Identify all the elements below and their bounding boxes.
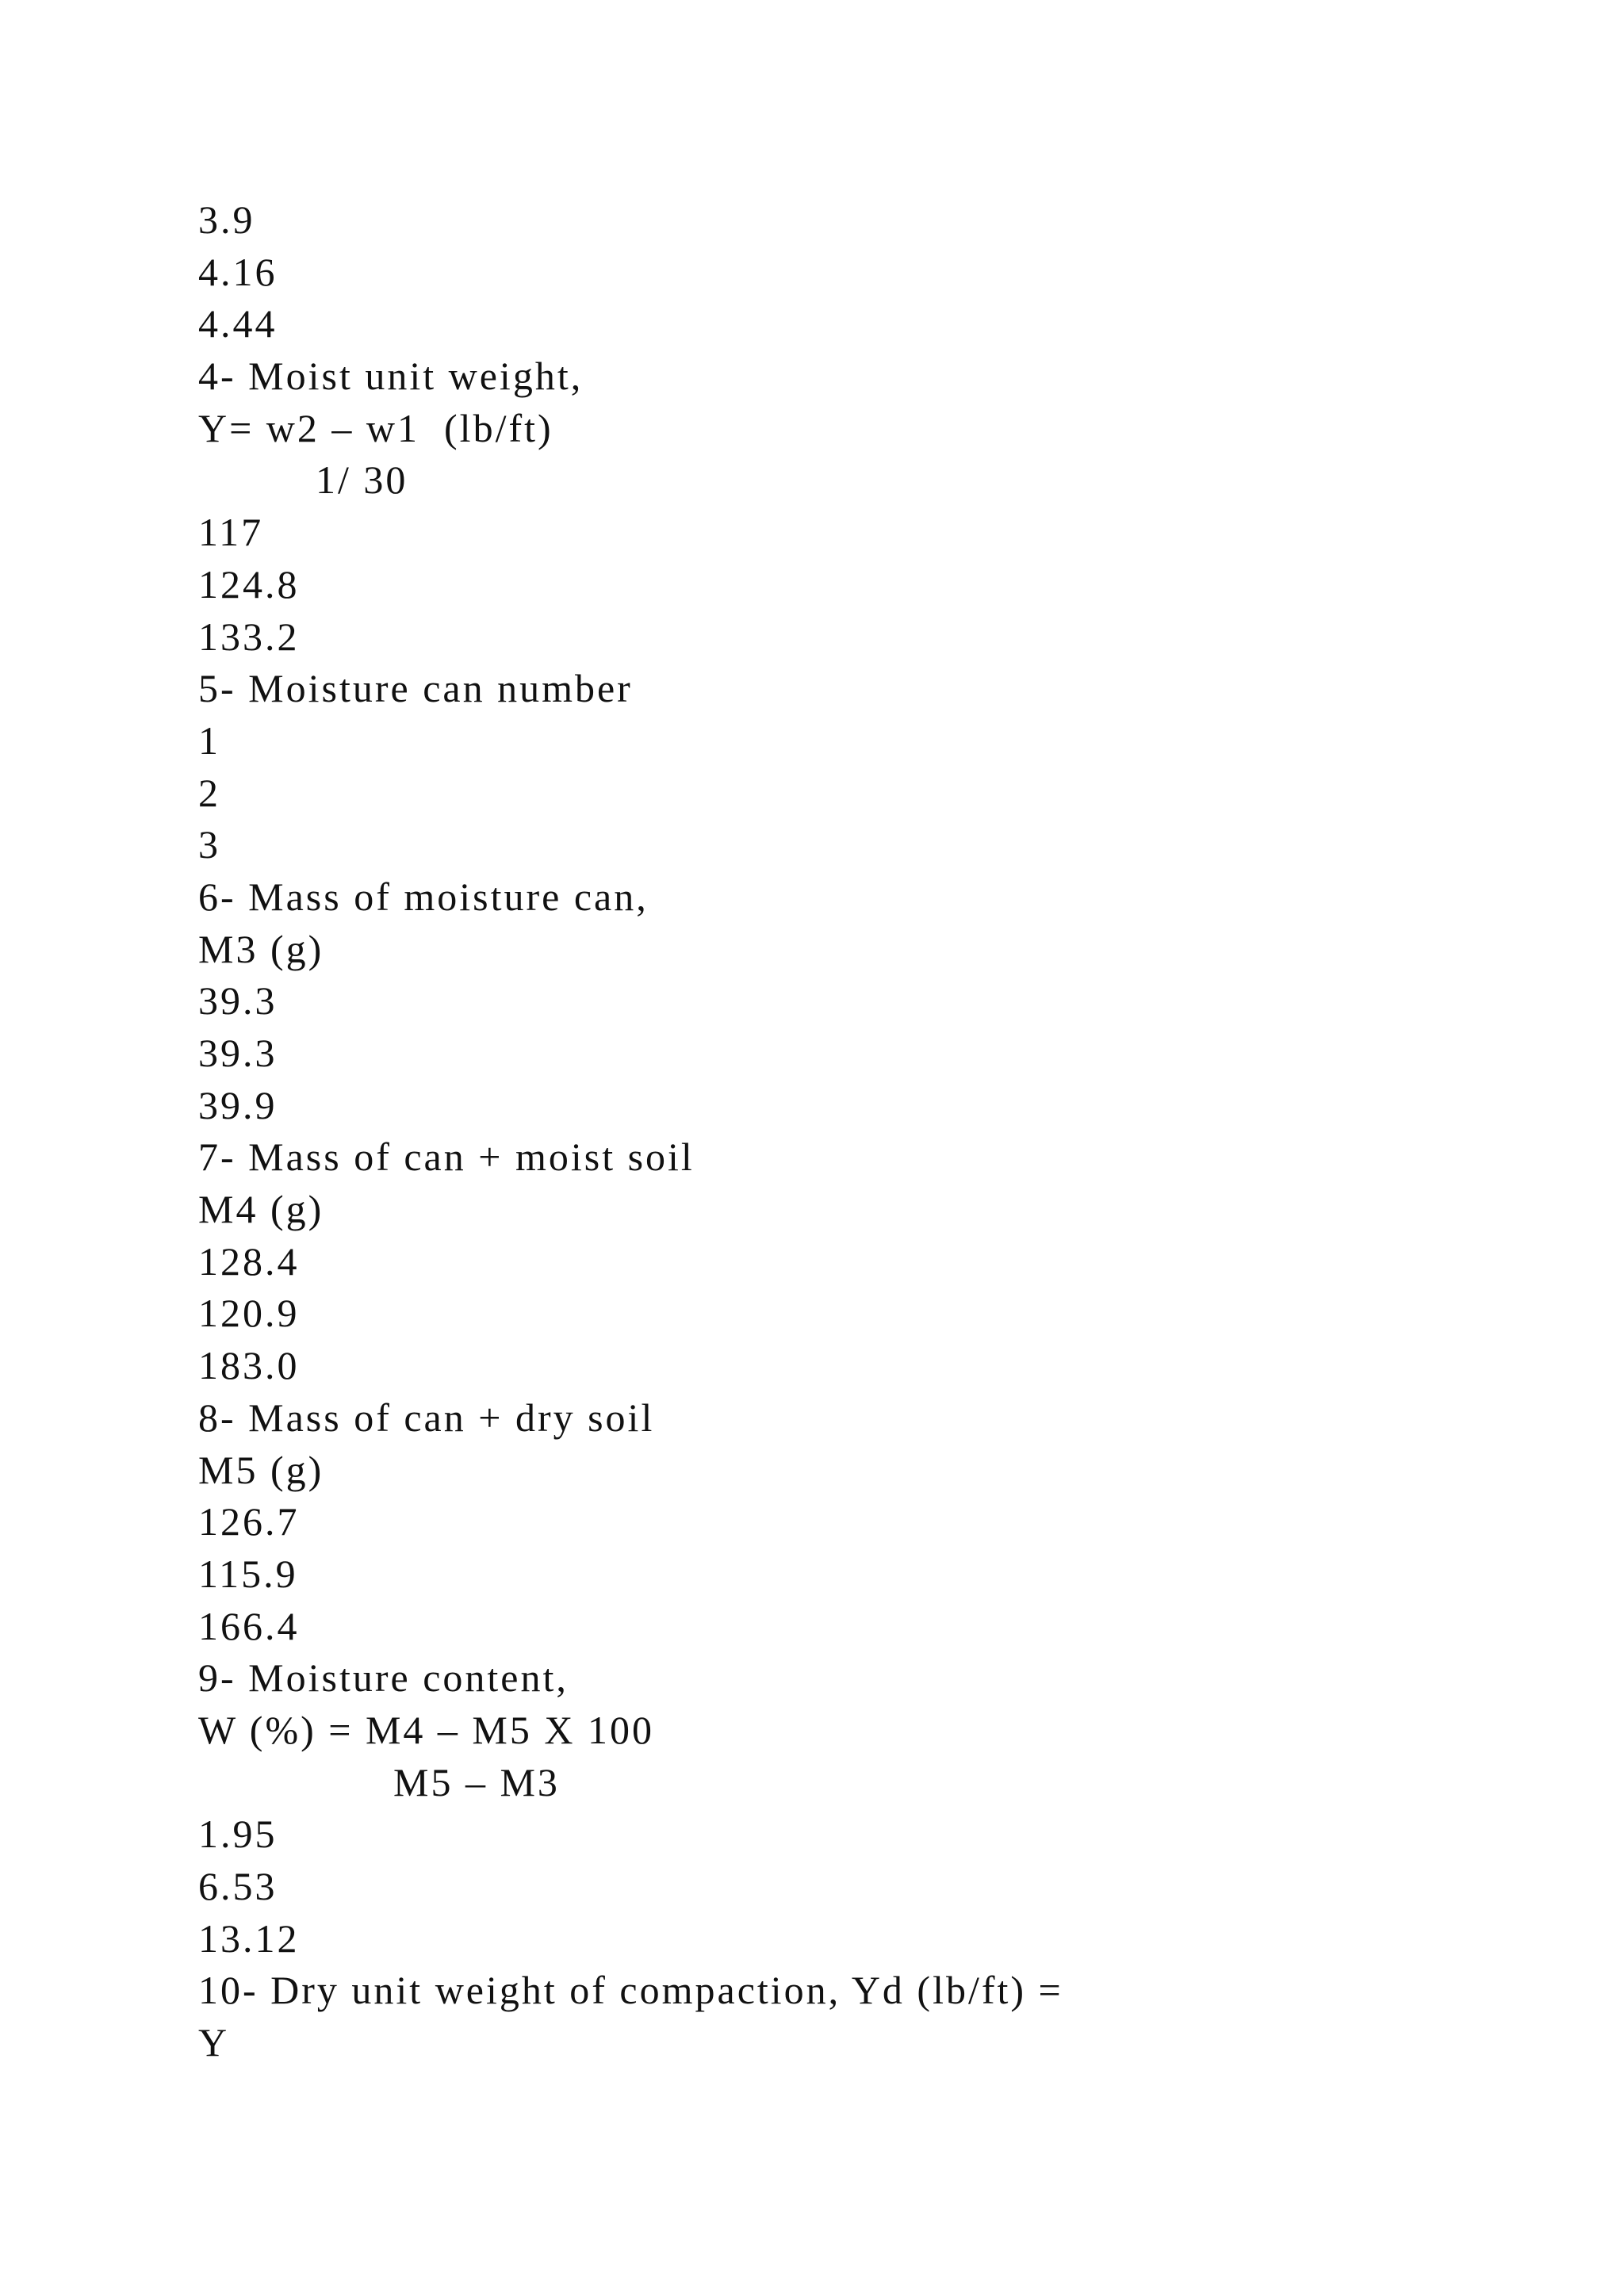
value-line: 3	[198, 822, 220, 867]
value-line: 39.3	[198, 1031, 278, 1075]
value-line: 183.0	[198, 1343, 300, 1388]
formula-line: Y= w2 – w1 (lb/ft)	[198, 405, 553, 450]
value-line: 128.4	[198, 1238, 300, 1284]
document-body	[198, 194, 1546, 2069]
value-line: 117	[198, 510, 264, 555]
value-line: 1	[198, 718, 220, 763]
value-line: 39.9	[198, 1082, 278, 1127]
item-heading-9: 9- Moisture content,	[198, 1655, 569, 1701]
unit-line: M4 (g)	[198, 1187, 324, 1232]
value-line: 4.16	[198, 249, 278, 294]
formula-line: Y	[198, 2020, 230, 2065]
value-line: 124.8	[198, 561, 300, 607]
value-line: 166.4	[198, 1603, 300, 1648]
formula-line: W (%) = M4 – M5 X 100	[198, 1707, 654, 1752]
value-line: 120.9	[198, 1291, 300, 1336]
item-heading-10: 10- Dry unit weight of compaction, Yd (lb/ft) =	[198, 1968, 1063, 2013]
unit-line: M5 (g)	[198, 1447, 324, 1492]
item-heading-6: 6- Mass of moisture can,	[198, 874, 649, 919]
value-line: 3.9	[198, 197, 255, 242]
value-line: 4.44	[198, 301, 278, 346]
formula-denominator: 1/ 30	[316, 457, 408, 503]
value-line: 2	[198, 770, 220, 815]
value-line: 1.95	[198, 1812, 278, 1857]
value-line: 13.12	[198, 1915, 300, 1961]
item-heading-8: 8- Mass of can + dry soil	[198, 1395, 655, 1440]
item-heading-5: 5- Moisture can number	[198, 666, 633, 711]
item-heading-7: 7- Mass of can + moist soil	[198, 1135, 695, 1180]
value-line: 133.2	[198, 614, 300, 659]
value-line: 6.53	[198, 1864, 278, 1908]
value-line: 126.7	[198, 1499, 300, 1544]
item-heading-4: 4- Moist unit weight,	[198, 354, 584, 399]
formula-denominator: M5 – M3	[393, 1759, 560, 1804]
value-line: 39.3	[198, 978, 278, 1024]
unit-line: M3 (g)	[198, 926, 324, 971]
value-line: 115.9	[198, 1551, 298, 1596]
